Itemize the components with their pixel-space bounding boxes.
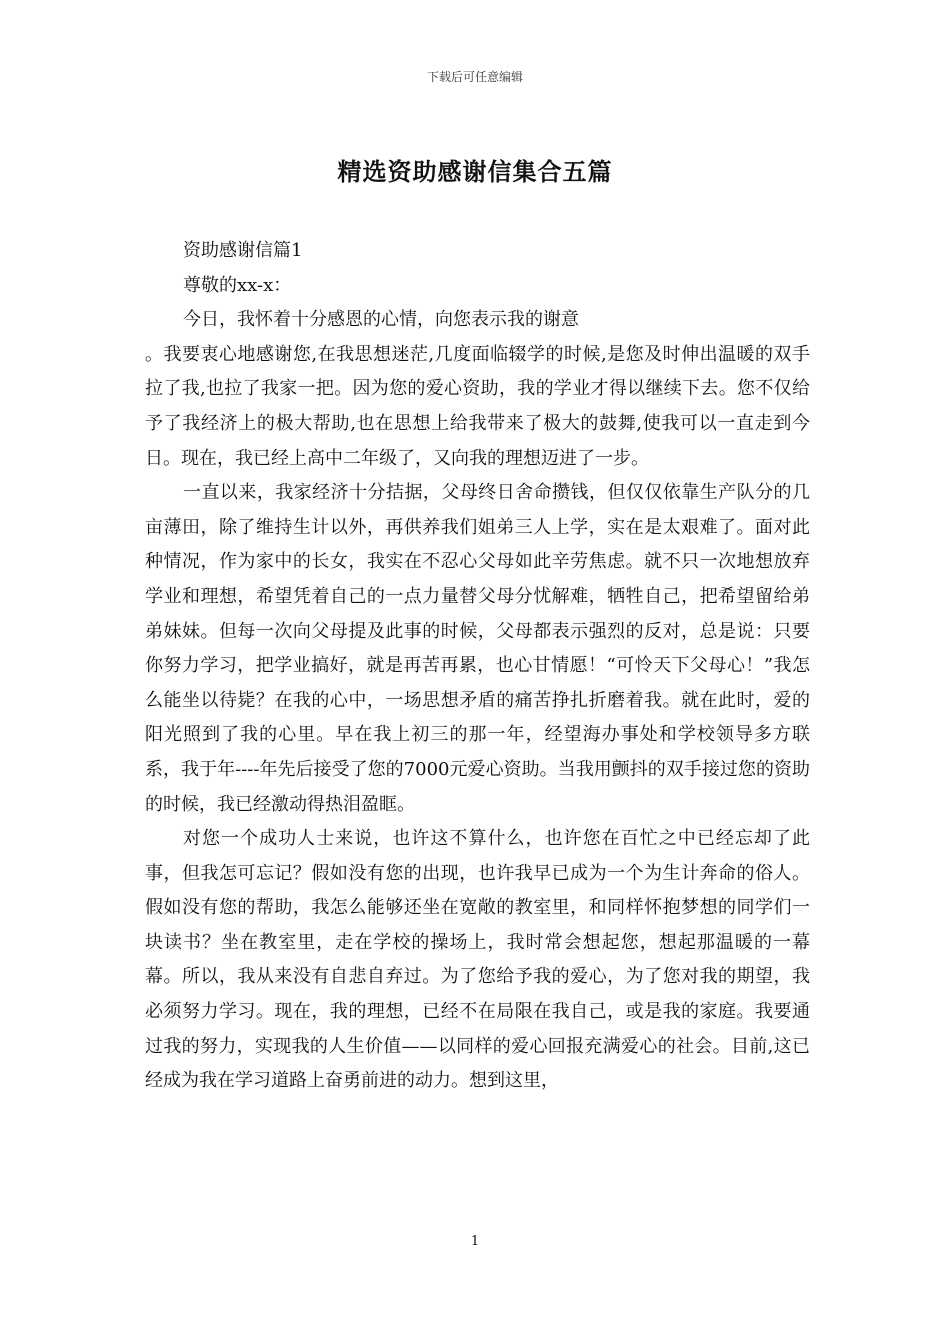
document-body: [145, 234, 810, 1099]
section-heading: 资助感谢信篇1: [183, 240, 303, 261]
document-title: 精选资助感谢信集合五篇: [337, 157, 613, 186]
page-number: 1: [470, 1234, 480, 1249]
salutation: 尊敬的xx-x：: [183, 274, 292, 296]
paragraph-4: 对您一个成功人士来说，也许这不算什么，也许您在百忙之中已经忘却了此事，但我怎可忘记？假如没有您的出现，也许我早已成为一个为生计奔命的俗人。假如没有您的帮助，我怎么能够还坐在宽敞的教室里，和同样怀抱梦想的同学们一块读书？坐在教室里，走在学校的操场上，我时常会想起您，想起那温暖的一幕幕。所以，我从来没有自悲自弃过。为了您给予我的爱心，为了您对我的期望，我必须努力学习。现在，我的理想，已经不在局限在我自己，或是我的家庭。我要通过我的努力，实现我的人生价值——以同样的爱心回报充满爱心的社会。目前,这已经成为我在学习道路上奋勇前进的动力。想到这里，: [145, 828, 810, 1092]
paragraph-1: 今日，我怀着十分感恩的心情，向您表示我的谢意: [183, 309, 579, 331]
paragraph-3: 一直以来，我家经济十分拮据，父母终日舍命攒钱，但仅仅依靠生产队分的几亩薄田，除了维持生计以外，再供养我们姐弟三人上学，实在是太艰难了。面对此种情况，作为家中的长女，我实在不忍心父母如此辛劳焦虑。就不只一次地想放弃学业和理想，希望凭着自己的一点力量替父母分忧解难，牺牲自己，把希望留给弟弟妹妹。但每一次向父母提及此事的时候，父母都表示强烈的反对，总是说：只要你努力学习，把学业搞好，就是再苦再累，也心甘情愿！“可怜天下父母心！”我怎么能坐以待毙？在我的心中，一场思想矛盾的痛苦挣扎折磨着我。就在此时，爱的阳光照到了我的心里。早在我上初三的那一年，经望海办事处和学校领导多方联系，我于年----年先后接受了您的7000元爱心资助。当我用颤抖的双手接过您的资助的时候，我已经激动得热泪盈眶。: [145, 482, 810, 815]
header-note: 下载后可任意编辑: [426, 70, 523, 84]
paragraph-2: 。我要衷心地感谢您,在我思想迷茫,几度面临辍学的时候,是您及时伸出温暖的双手拉了我,也拉了我家一把。因为您的爱心资助，我的学业才得以继续下去。您不仅给予了我经济上的极大帮助,也在思想上给我带来了极大的鼓舞,使我可以一直走到今日。现在，我已经上高中二年级了，又向我的理想迈进了一步。: [145, 343, 810, 469]
